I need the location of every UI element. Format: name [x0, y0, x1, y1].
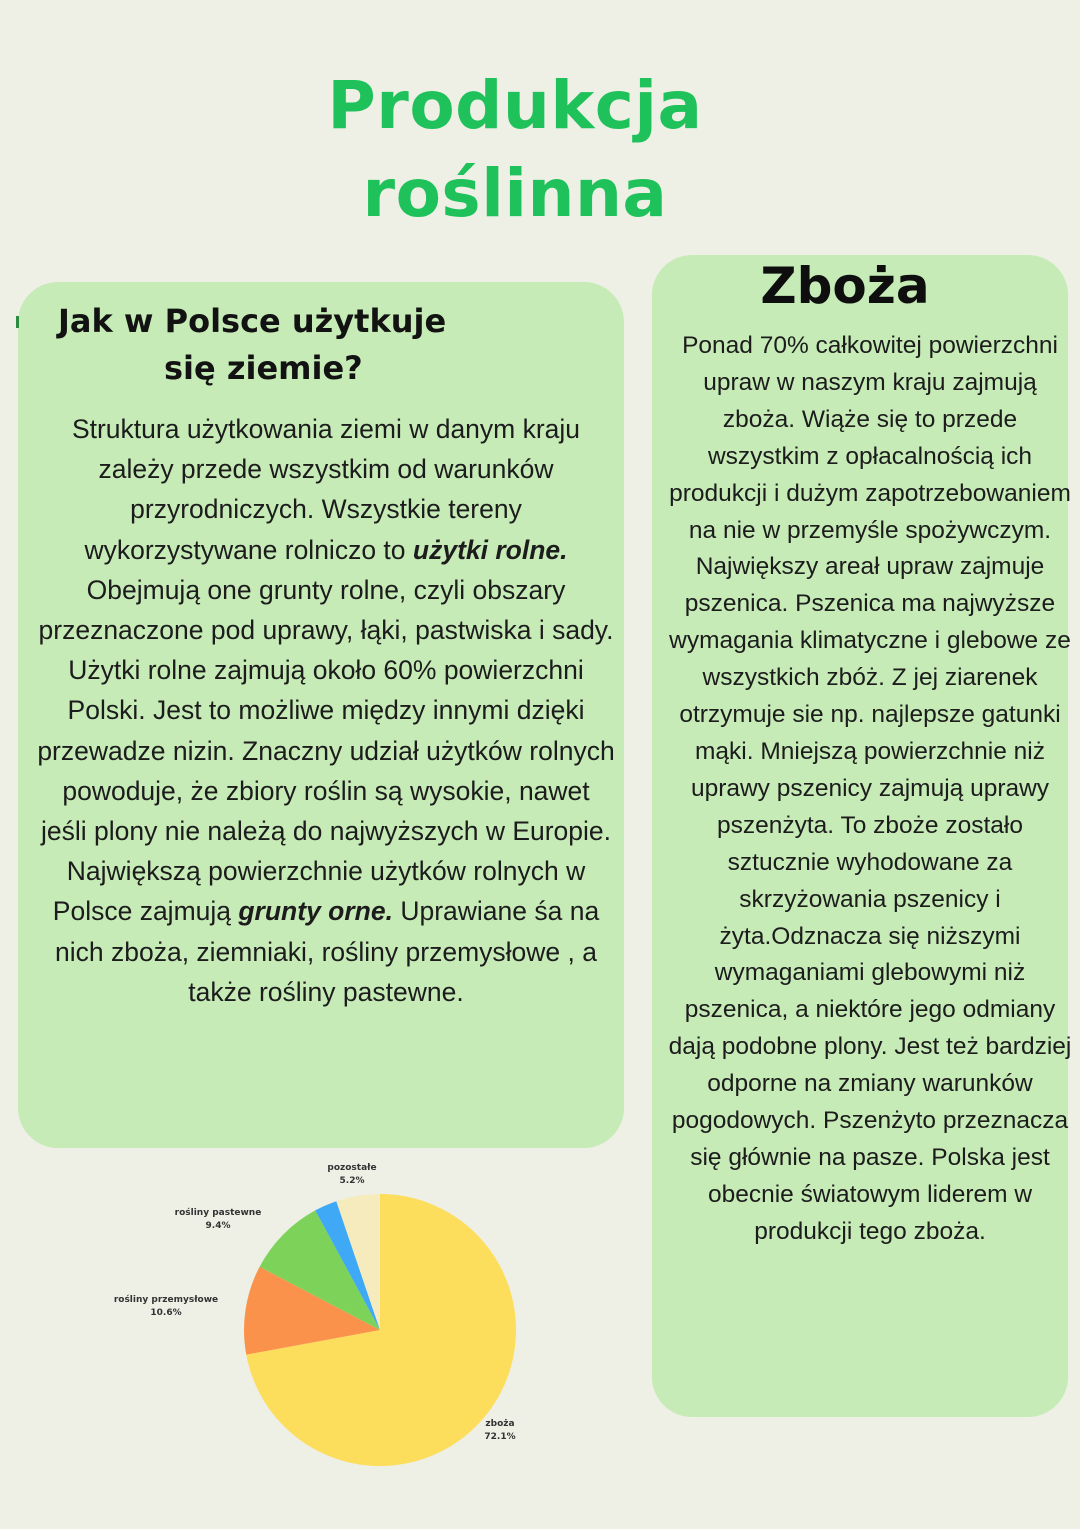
pie-value-label: 72.1% [484, 1432, 516, 1442]
page-title [0, 62, 1030, 238]
pie-value-label: 5.2% [339, 1176, 365, 1186]
page-title-line2: roślinna [362, 155, 668, 232]
pie-label: rośliny pastewne [174, 1208, 262, 1218]
cereals-text: Ponad 70% całkowitej powierzchni upraw w naszym kraju zajmują zboża. Wiąże się to przede wszystkim z opłacalnością ich produkcji i dużym zapotrzebowaniem na nie w przemyśle spożywczym. Największy areał upraw zajmuje pszenica. Pszenica ma najwyższe wymagania klimatyczne i glebowe ze wszystkich zbóż. Z jej ziarenek otrzymuje sie np. najlepsze gatunki mąki. Mniejszą powierzchnie niż uprawy pszenicy zajmują uprawy pszenżyta. To zboże zostało sztucznie wyhodowane za skrzyżowania pszenicy i żyta.Odznacza się niższymi wymaganiami glebowymi niż pszenica, a niektóre jego odmiany dają podobne plony. Jest też bardziej odporne na zmiany warunków pogodowych. Pszenżyto przeznacza się głównie na pasze. Polska jest obecnie światowym liderem w produkcji tego zboża. [668, 332, 1072, 1245]
pie-label: pozostałe [327, 1163, 377, 1173]
card-marker [16, 316, 19, 328]
page-title-line1: Produkcja [327, 67, 703, 144]
land-use-text-part2: Obejmują one grunty rolne, czyli obszary przeznaczone pod uprawy, łąki, pastwiska i sady. Użytki rolne zajmują około 60% powierzchni Polski. Jest to możliwe między innymi dzięki przewadze nizin. Znaczny udział użytków rolnych powoduje, że zbiory roślin są wysokie, nawet jeśli plony nie należą do najwyższych w Europie. Największą powierzchnie użytków rolnych w Polsce zajmują [37, 574, 615, 927]
land-use-text-part1: Struktura użytkowania ziemi w danym kraju zależy przede wszystkim od warunków przyrodniczych. Wszystkie tereny wykorzystywane rolniczo to [71, 414, 581, 565]
land-use-heading-line2: się ziemie? [164, 349, 363, 387]
land-use-heading-line1: Jak w Polsce użytkuje [58, 302, 447, 340]
emphasis-arable-land: grunty orne. [238, 896, 393, 927]
pie-label: rośliny przemysłowe [113, 1295, 219, 1305]
pie-chart-svg [90, 1150, 560, 1480]
land-use-text-part3: Uprawiane śa na nich zboża, ziemniaki, rośliny przemysłowe , a także rośliny pastewne. [55, 896, 600, 1007]
land-use-heading [58, 298, 498, 392]
pie-value-label: 9.4% [205, 1221, 231, 1231]
pie-value-label: 10.6% [150, 1308, 182, 1318]
land-use-pie-chart [90, 1150, 560, 1480]
land-use-text [36, 409, 616, 1012]
cereals-heading: Zboża [760, 257, 930, 315]
emphasis-agricultural-land: użytki rolne. [412, 534, 568, 565]
pie-label: zboża [485, 1419, 515, 1429]
